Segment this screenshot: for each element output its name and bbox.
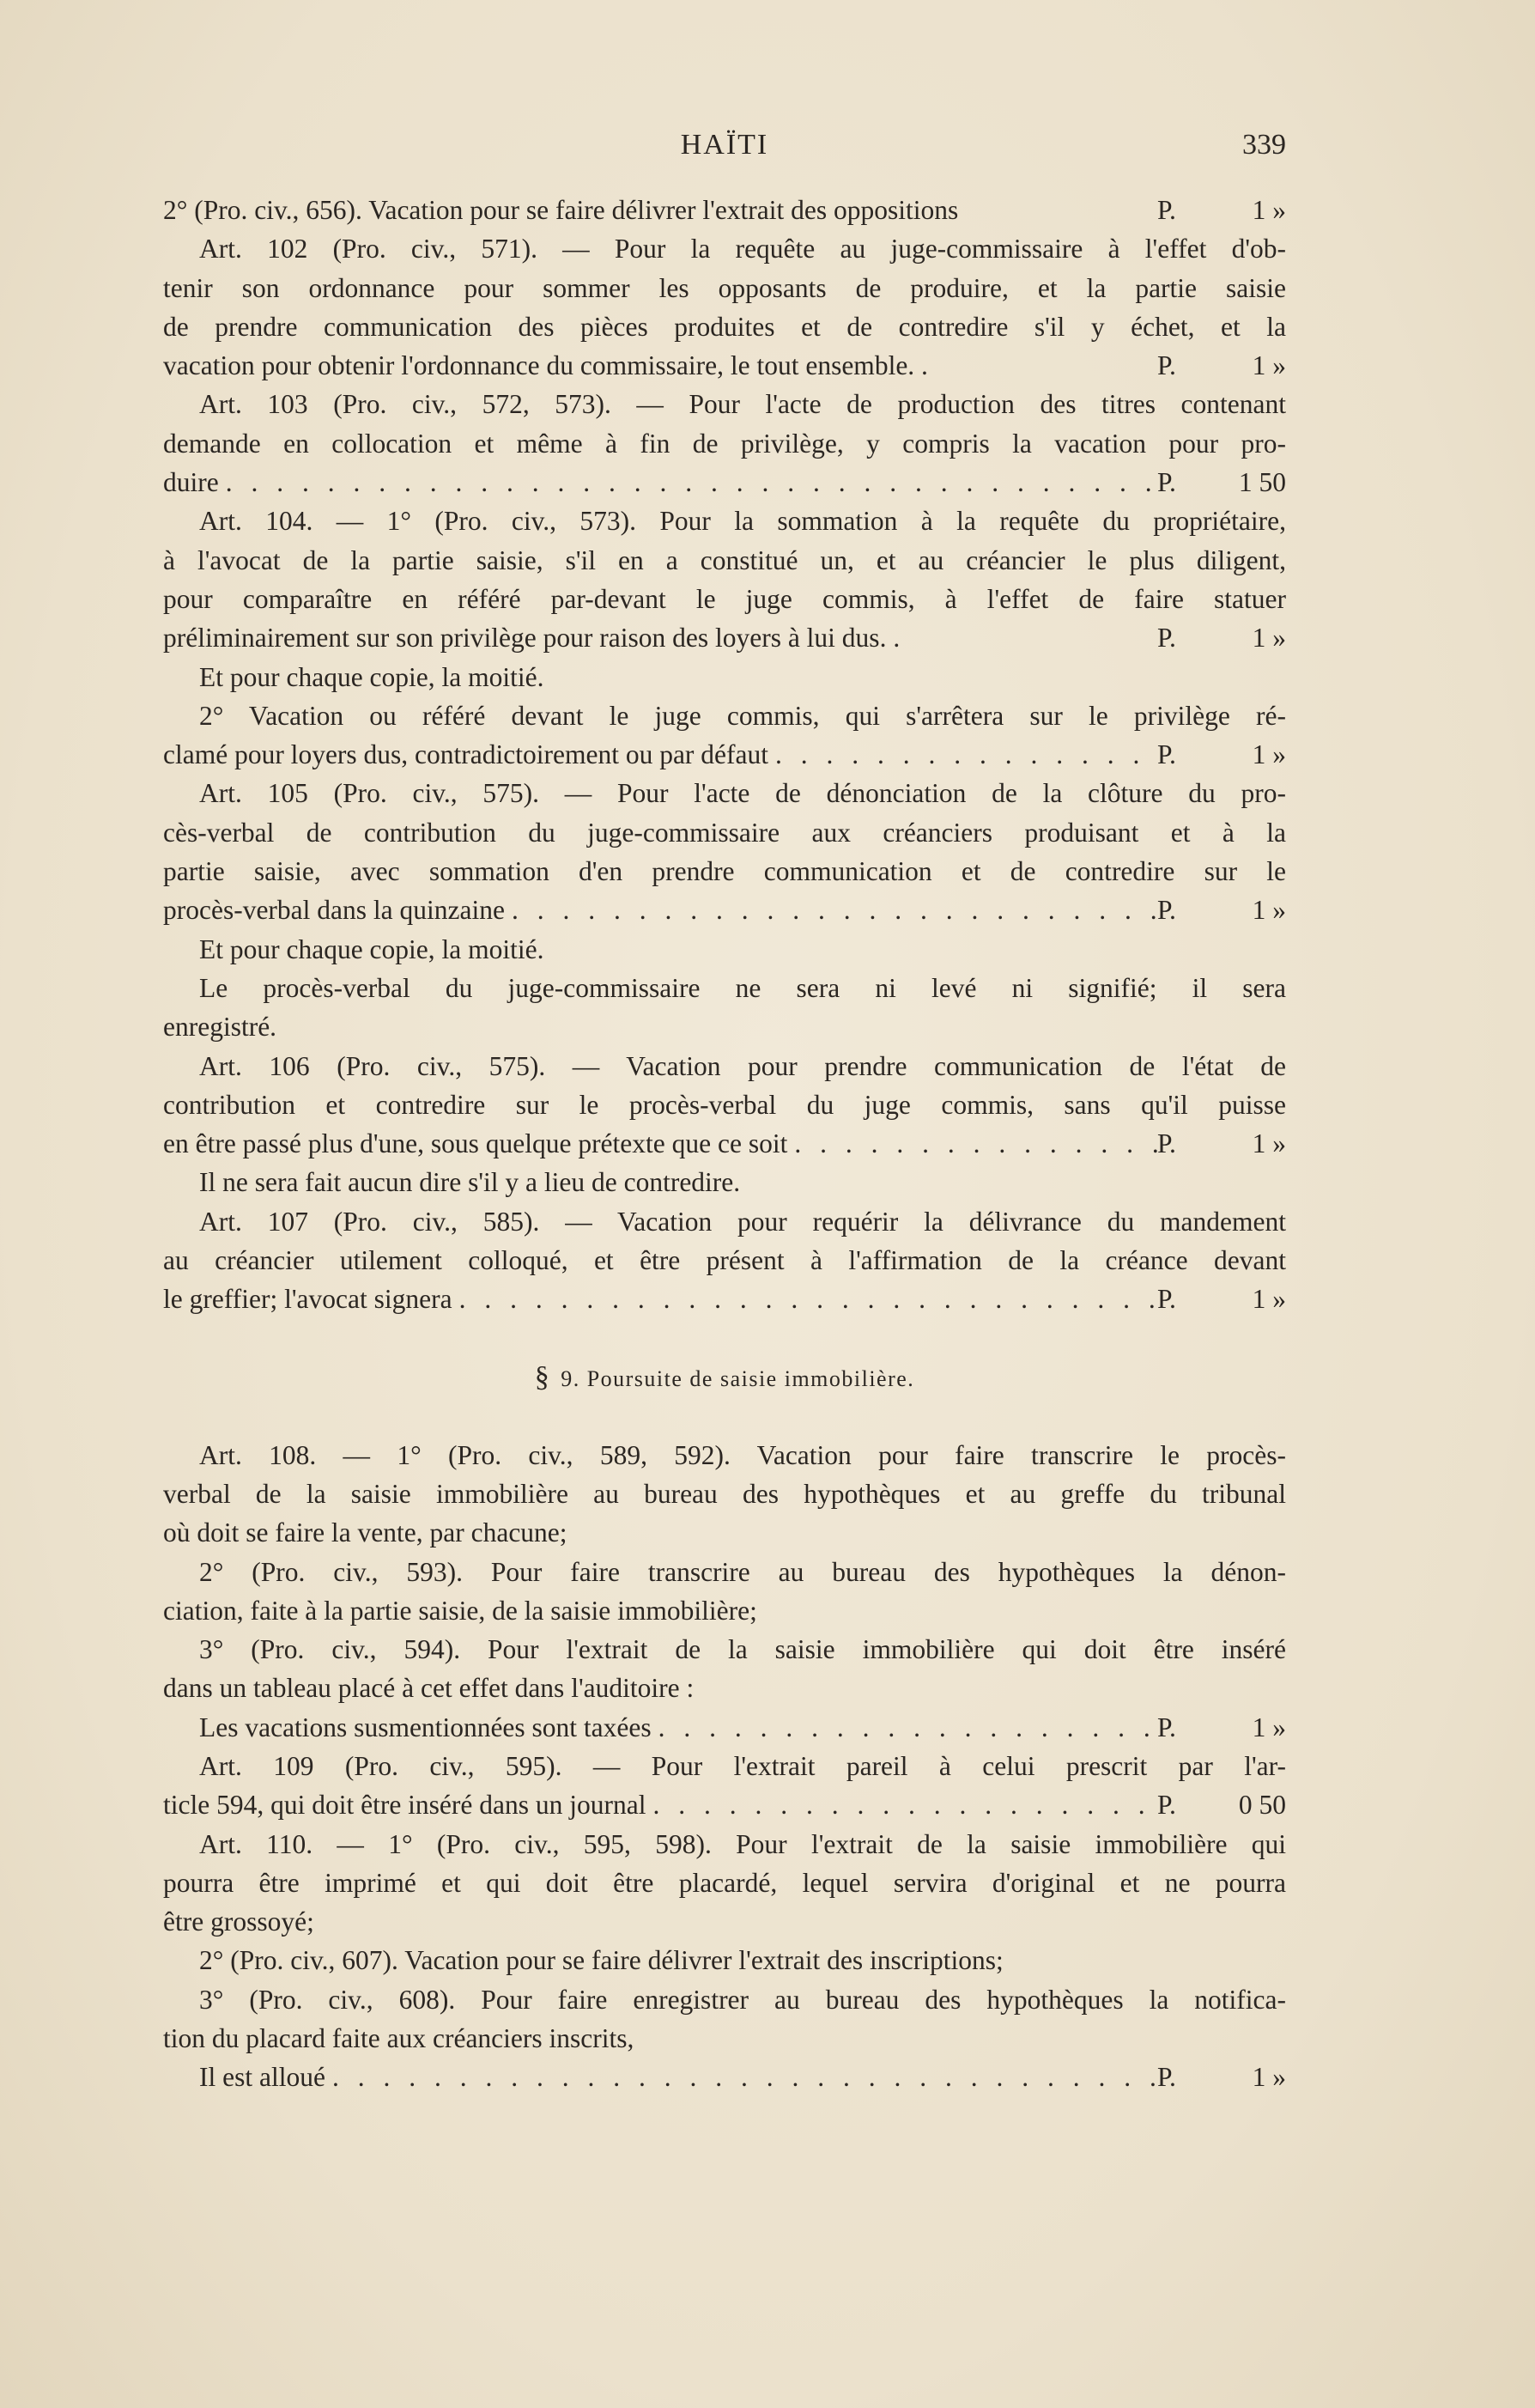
text-line: Le procès-verbal du juge-commissaire ne sera ni levé ni signifié; il sera xyxy=(199,972,1286,1003)
text-line: de prendre communication des pièces produites et de contredire s'il y échet, et la xyxy=(163,311,1286,342)
text-line xyxy=(163,2058,1286,2096)
fee-unit: P. xyxy=(1157,1284,1176,1315)
fee-value: 1 » xyxy=(1252,895,1286,926)
fee-value: 1 50 xyxy=(1238,467,1286,498)
text-line xyxy=(163,1708,1286,1747)
fee-amount xyxy=(1157,1280,1286,1318)
section-title: 9. Poursuite de saisie immobilière. xyxy=(561,1365,915,1391)
text-line: tion du placard faite aux créanciers inscrits, xyxy=(163,2023,634,2054)
text-line xyxy=(163,463,1286,502)
text-line: pourra être imprimé et qui doit être placardé, lequel servira d'original et ne pourra xyxy=(163,1867,1286,1898)
text-line xyxy=(163,191,1286,229)
fee-value: 1 » xyxy=(1252,1128,1286,1159)
fee-amount xyxy=(1157,1785,1286,1824)
paragraphs-tariff-contribution xyxy=(163,191,1286,1319)
fee-value: 1 » xyxy=(1252,739,1286,770)
fee-unit: P. xyxy=(1157,739,1176,770)
text-line: pour comparaître en référé par-devant le juge commis, à l'effet de faire statuer xyxy=(163,583,1286,614)
text-line: enregistré. xyxy=(163,1012,277,1043)
section-heading xyxy=(163,1360,1286,1395)
text-line xyxy=(163,1280,1286,1318)
dot-leader xyxy=(219,463,1157,502)
text-line xyxy=(163,735,1286,774)
paragraphs-seizure xyxy=(163,1436,1286,2097)
text-line: Il ne sera fait aucun dire s'il y a lieu de contredire. xyxy=(199,1167,741,1198)
fee-amount xyxy=(1157,891,1286,929)
text-line: contribution et contredire sur le procès-verbal du juge commis, sans qu'il puisse xyxy=(163,1089,1286,1120)
fee-amount xyxy=(1157,618,1286,657)
text-line: ciation, faite à la partie saisie, de la saisie immobilière; xyxy=(163,1595,757,1626)
entry-text: Il est alloué xyxy=(199,2062,325,2093)
text-line: au créancier utilement colloqué, et être présent à l'affirmation de la créance devant xyxy=(163,1245,1286,1276)
fee-amount xyxy=(1157,191,1286,229)
fee-value: 1 » xyxy=(1252,1284,1286,1315)
text-line: tenir son ordonnance pour sommer les opposants de produire, et la partie saisie xyxy=(163,272,1286,303)
fee-unit: P. xyxy=(1157,1790,1176,1821)
text-line: Art. 110. — 1° (Pro. civ., 595, 598). Pour l'extrait de la saisie immobilière qui xyxy=(199,1828,1286,1859)
text-line xyxy=(163,618,1286,657)
fee-unit: P. xyxy=(1157,350,1176,381)
fee-value: 1 » xyxy=(1252,195,1286,225)
page-number: 339 xyxy=(1242,129,1286,161)
fee-value: 0 50 xyxy=(1238,1790,1286,1821)
text-line: Art. 103 (Pro. civ., 572, 573). — Pour l'acte de production des titres contenant xyxy=(199,389,1286,420)
entry-text: le greffier; l'avocat signera xyxy=(163,1284,452,1315)
text-line: verbal de la saisie immobilière au bureau des hypothèques et au greffe du tribunal xyxy=(163,1478,1286,1509)
fee-amount xyxy=(1157,1124,1286,1163)
dot-leader xyxy=(646,1785,1157,1824)
section-symbol: § xyxy=(534,1360,551,1393)
entry-text: duire xyxy=(163,467,219,498)
dot-leader xyxy=(787,1124,1157,1163)
fee-unit: P. xyxy=(1157,2062,1176,2093)
fee-value: 1 » xyxy=(1252,350,1286,381)
entry-text: clamé pour loyers dus, contradictoirement ou par défaut xyxy=(163,739,768,770)
entry-text: procès-verbal dans la quinzaine xyxy=(163,895,505,926)
text-line: 2° (Pro. civ., 607). Vacation pour se faire délivrer l'extrait des inscriptions; xyxy=(199,1945,1004,1976)
fee-unit: P. xyxy=(1157,895,1176,926)
fee-amount xyxy=(1157,735,1286,774)
text-line xyxy=(163,346,1286,385)
fee-amount xyxy=(1157,2058,1286,2096)
fee-amount xyxy=(1157,1708,1286,1747)
fee-unit: P. xyxy=(1157,195,1176,225)
body-text xyxy=(163,191,1286,2097)
dot-leader xyxy=(768,735,1157,774)
text-line xyxy=(163,1785,1286,1824)
dot-leader xyxy=(505,891,1157,929)
dot-leader xyxy=(325,2058,1157,2096)
dot-leader xyxy=(652,1708,1157,1747)
dot-leader xyxy=(452,1280,1157,1318)
text-line: 2° Vacation ou référé devant le juge commis, qui s'arrêtera sur le privilège ré- xyxy=(199,700,1286,731)
text-line xyxy=(163,891,1286,929)
text-line: Art. 105 (Pro. civ., 575). — Pour l'acte de dénonciation de la clôture du pro- xyxy=(199,778,1286,809)
text-line: à l'avocat de la partie saisie, s'il en a constitué un, et au créancier le plus diligent, xyxy=(163,544,1286,575)
entry-text: Les vacations susmentionnées sont taxées xyxy=(199,1712,652,1742)
text-line xyxy=(163,1124,1286,1163)
text-line: 3° (Pro. civ., 608). Pour faire enregistrer au bureau des hypothèques la notifica- xyxy=(199,1984,1286,2015)
entry-text: en être passé plus d'une, sous quelque prétexte que ce soit xyxy=(163,1128,788,1159)
text-line: cès-verbal de contribution du juge-commissaire aux créanciers produisant et à la xyxy=(163,817,1286,848)
fee-value: 1 » xyxy=(1252,2062,1286,2093)
text-line: être grossoyé; xyxy=(163,1906,314,1937)
fee-amount xyxy=(1157,463,1286,502)
text-line: Art. 106 (Pro. civ., 575). — Vacation pour prendre communication de l'état de xyxy=(199,1050,1286,1081)
entry-text: vacation pour obtenir l'ordonnance du commissaire, le tout ensemble. . xyxy=(163,350,928,381)
fee-unit: P. xyxy=(1157,467,1176,498)
text-line: demande en collocation et même à fin de privilège, y compris la vacation pour pro- xyxy=(163,428,1286,459)
entry-text: 2° (Pro. civ., 656). Vacation pour se faire délivrer l'extrait des oppositions xyxy=(163,195,959,225)
fee-unit: P. xyxy=(1157,1712,1176,1742)
text-line: 2° (Pro. civ., 593). Pour faire transcrire au bureau des hypothèques la dénon- xyxy=(199,1556,1286,1587)
text-line: Art. 102 (Pro. civ., 571). — Pour la requête au juge-commissaire à l'effet d'ob- xyxy=(199,234,1286,265)
text-line: partie saisie, avec sommation d'en prendre communication et de contredire sur le xyxy=(163,856,1286,887)
text-line: Art. 109 (Pro. civ., 595). — Pour l'extrait pareil à celui prescrit par l'ar- xyxy=(199,1750,1286,1781)
text-line: Art. 104. — 1° (Pro. civ., 573). Pour la sommation à la requête du propriétaire, xyxy=(199,506,1286,537)
fee-value: 1 » xyxy=(1252,1712,1286,1742)
text-line: Et pour chaque copie, la moitié. xyxy=(199,661,544,692)
running-header xyxy=(163,129,1286,172)
fee-value: 1 » xyxy=(1252,623,1286,654)
header-title: HAÏTI xyxy=(680,129,769,161)
text-line: Et pour chaque copie, la moitié. xyxy=(199,933,544,964)
text-line: dans un tableau placé à cet effet dans l'auditoire : xyxy=(163,1673,695,1704)
entry-text: ticle 594, qui doit être inséré dans un journal xyxy=(163,1790,646,1821)
entry-text: préliminairement sur son privilège pour raison des loyers à lui dus. . xyxy=(163,623,901,654)
text-line: 3° (Pro. civ., 594). Pour l'extrait de la saisie immobilière qui doit être inséré xyxy=(199,1634,1286,1665)
fee-unit: P. xyxy=(1157,1128,1176,1159)
fee-amount xyxy=(1157,346,1286,385)
fee-unit: P. xyxy=(1157,623,1176,654)
text-line: où doit se faire la vente, par chacune; xyxy=(163,1517,567,1548)
text-line: Art. 108. — 1° (Pro. civ., 589, 592). Vacation pour faire transcrire le procès- xyxy=(199,1439,1286,1470)
text-line: Art. 107 (Pro. civ., 585). — Vacation pour requérir la délivrance du mandement xyxy=(199,1206,1286,1237)
